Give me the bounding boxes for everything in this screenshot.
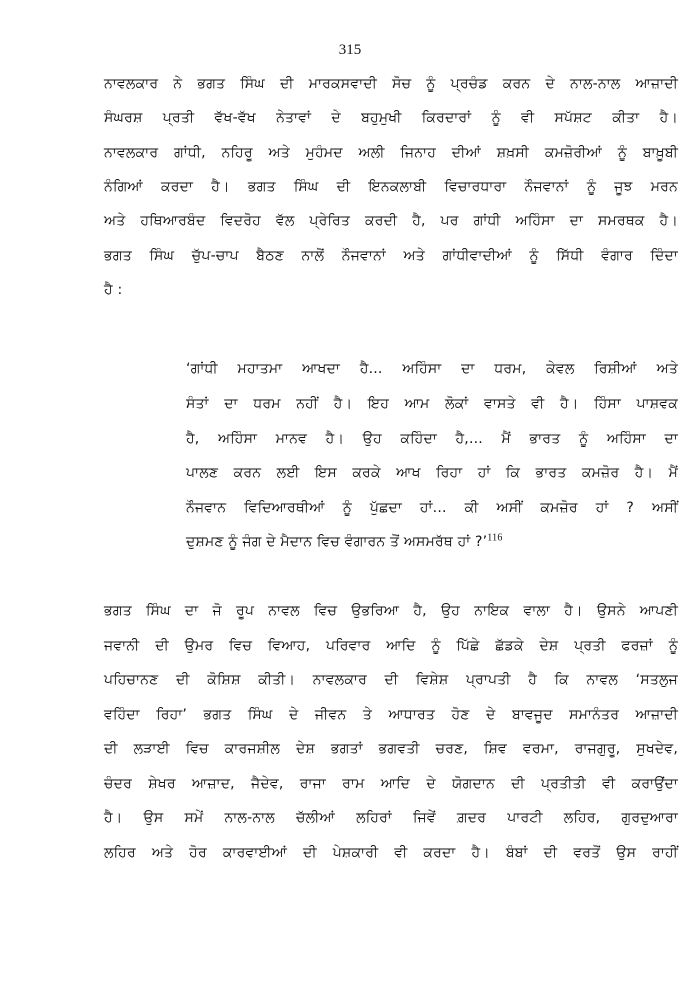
page-number: 315: [338, 42, 362, 58]
text-line: ਭਗਤ ਸਿੰਘ ਚੁੱਪ-ਚਾਪ ਬੈਠਣ ਨਾਲੋਂ ਨੌਜਵਾਨਾਂ ਅਤੇ ਗਾਂਧੀਵਾਦੀਆਂ ਨੂੰ ਸਿੱਧੀ ਵੰਗਾਰ ਦਿੰਦਾ: [104, 248, 678, 264]
quote-line: ਸੰਤਾਂ ਦਾ ਧਰਮ ਨਹੀਂ ਹੈ। ਇਹ ਆਮ ਲੋਕਾਂ ਵਾਸਤੇ ਵੀ ਹੈ। ਹਿੰਸਾ ਪਾਸ਼ਵਕ: [186, 396, 678, 412]
text-line: ਨਾਵਲਕਾਰ ਗਾਂਧੀ, ਨਹਿਰੂ ਅਤੇ ਮੁਹੰਮਦ ਅਲੀ ਜਿਨਾਹ ਦੀਆਂ ਸ਼ਖ਼ਸੀ ਕਮਜ਼ੋਰੀਆਂ ਨੂੰ ਬਾਖ਼ੂਬੀ: [104, 145, 678, 161]
quote-line: ਨੌਜਵਾਨ ਵਿਦਿਆਰਥੀਆਂ ਨੂੰ ਪੁੱਛਦਾ ਹਾਂ... ਕੀ ਅਸੀਂ ਕਮਜ਼ੋਰ ਹਾਂ ? ਅਸੀਂ: [186, 500, 678, 516]
text-line: ਦੀ ਲੜਾਈ ਵਿਚ ਕਾਰਜਸ਼ੀਲ ਦੇਸ਼ ਭਗਤਾਂ ਭਗਵਤੀ ਚਰਣ, ਸ਼ਿਵ ਵਰਮਾ, ਰਾਜਗੁਰੂ, ਸੁਖਦੇਵ,: [104, 741, 678, 757]
text-line: ਪਹਿਚਾਨਣ ਦੀ ਕੋਸ਼ਿਸ਼ ਕੀਤੀ। ਨਾਵਲਕਾਰ ਦੀ ਵਿਸ਼ੇਸ਼ ਪ੍ਰਾਪਤੀ ਹੈ ਕਿ ਨਾਵਲ ‘ਸਤਲੁਜ: [104, 672, 678, 688]
footnote-reference: 116: [487, 532, 503, 544]
quote-line: ਪਾਲਣ ਕਰਨ ਲਈ ਇਸ ਕਰਕੇ ਆਖ ਰਿਹਾ ਹਾਂ ਕਿ ਭਾਰਤ ਕਮਜ਼ੋਰ ਹੈ। ਮੈਂ: [186, 465, 678, 481]
text-line: ਸੰਘਰਸ਼ ਪ੍ਰਤੀ ਵੱਖ-ਵੱਖ ਨੇਤਾਵਾਂ ਦੇ ਬਹੁਮੁਖੀ ਕਿਰਦਾਰਾਂ ਨੂੰ ਵੀ ਸਪੱਸ਼ਟ ਕੀਤਾ ਹੈ।: [104, 110, 678, 126]
text-line: ਹੈ। ਉਸ ਸਮੇਂ ਨਾਲ-ਨਾਲ ਚੱਲੀਆਂ ਲਹਿਰਾਂ ਜਿਵੇਂ ਗ਼ਦਰ ਪਾਰਟੀ ਲਹਿਰ, ਗੁਰਦੁਆਰਾ: [104, 810, 678, 826]
text-line: ਅਤੇ ਹਥਿਆਰਬੰਦ ਵਿਦਰੋਹ ਵੱਲ ਪ੍ਰੇਰਿਤ ਕਰਦੀ ਹੈ, ਪਰ ਗਾਂਧੀ ਅਹਿੰਸਾ ਦਾ ਸਮਰਥਕ ਹੈ।: [104, 213, 678, 229]
text-line: ਨਾਵਲਕਾਰ ਨੇ ਭਗਤ ਸਿੰਘ ਦੀ ਮਾਰਕਸਵਾਦੀ ਸੋਚ ਨੂੰ ਪ੍ਰਚੰਡ ਕਰਨ ਦੇ ਨਾਲ-ਨਾਲ ਆਜ਼ਾਦੀ: [104, 76, 678, 92]
quote-line-text: ਦੁਸ਼ਮਣ ਨੂੰ ਜੰਗ ਦੇ ਮੈਦਾਨ ਵਿਚ ਵੰਗਾਰਨ ਤੋਂ ਅਸਮਰੱਥ ਹਾਂ ?’: [186, 534, 488, 550]
text-line: ਭਗਤ ਸਿੰਘ ਦਾ ਜੋ ਰੂਪ ਨਾਵਲ ਵਿਚ ਉਭਰਿਆ ਹੈ, ਉਹ ਨਾਇਕ ਵਾਲਾ ਹੈ। ਉਸਨੇ ਆਪਣੀ: [104, 603, 678, 619]
text-line: ਜਵਾਨੀ ਦੀ ਉਮਰ ਵਿਚ ਵਿਆਹ, ਪਰਿਵਾਰ ਆਦਿ ਨੂੰ ਪਿੱਛੇ ਛੱਡਕੇ ਦੇਸ਼ ਪ੍ਰਤੀ ਫਰਜ਼ਾਂ ਨੂੰ: [104, 638, 678, 654]
quote-line-last: [186, 530, 678, 554]
text-line: ਚੰਦਰ ਸ਼ੇਖਰ ਆਜ਼ਾਦ, ਜੈਦੇਵ, ਰਾਜਾ ਰਾਮ ਆਦਿ ਦੇ ਯੋਗਦਾਨ ਦੀ ਪ੍ਰਤੀਤੀ ਵੀ ਕਰਾਉਂਦਾ: [104, 776, 678, 792]
quote-line: ਹੈ, ਅਹਿੰਸਾ ਮਾਨਵ ਹੈ। ਉਹ ਕਹਿੰਦਾ ਹੈ,... ਮੈਂ ਭਾਰਤ ਨੂੰ ਅਹਿੰਸਾ ਦਾ: [186, 431, 678, 447]
quote-line: ‘ਗਾਂਧੀ ਮਹਾਤਮਾ ਆਖਦਾ ਹੈ... ਅਹਿੰਸਾ ਦਾ ਧਰਮ, ਕੇਵਲ ਰਿਸ਼ੀਆਂ ਅਤੇ: [186, 361, 678, 377]
text-line: ਵਹਿੰਦਾ ਰਿਹਾ’ ਭਗਤ ਸਿੰਘ ਦੇ ਜੀਵਨ ਤੇ ਆਧਾਰਤ ਹੋਣ ਦੇ ਬਾਵਜੂਦ ਸਮਾਨੰਤਰ ਆਜ਼ਾਦੀ: [104, 707, 678, 723]
text-line: ਹੈ :: [104, 282, 123, 298]
text-line: ਲਹਿਰ ਅਤੇ ਹੋਰ ਕਾਰਵਾਈਆਂ ਦੀ ਪੇਸ਼ਕਾਰੀ ਵੀ ਕਰਦਾ ਹੈ। ਬੰਬਾਂ ਦੀ ਵਰਤੋਂ ਉਸ ਰਾਹੀਂ: [104, 845, 678, 861]
text-line: ਨੰਗਿਆਂ ਕਰਦਾ ਹੈ। ਭਗਤ ਸਿੰਘ ਦੀ ਇਨਕਲਾਬੀ ਵਿਚਾਰਧਾਰਾ ਨੌਜਵਾਨਾਂ ਨੂੰ ਜੂਝ ਮਰਨ: [104, 179, 678, 195]
